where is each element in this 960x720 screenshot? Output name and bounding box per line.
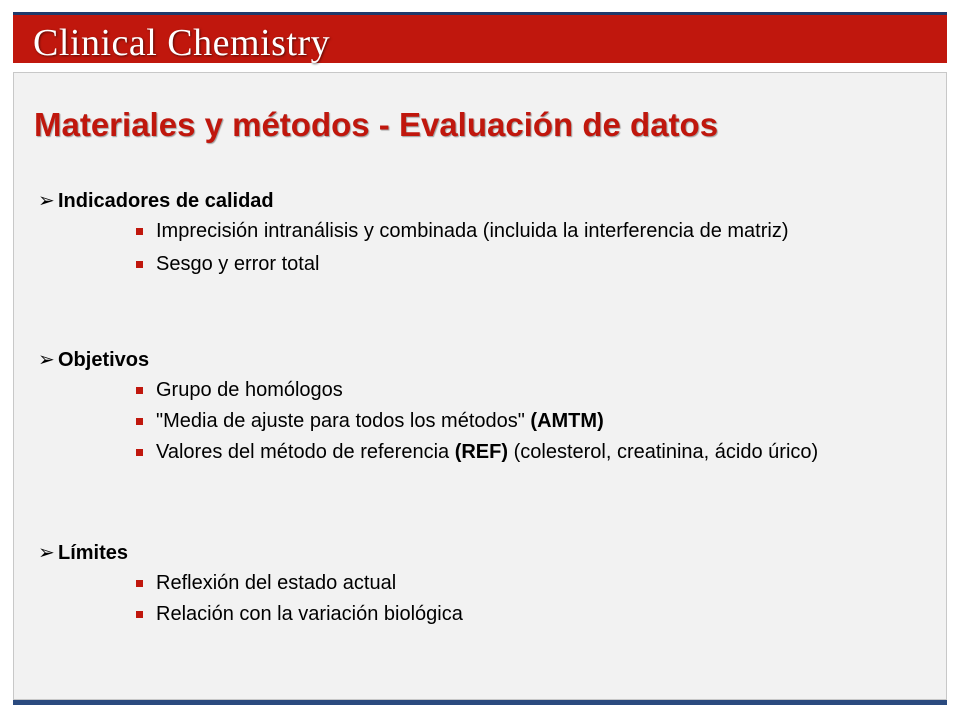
list-item <box>38 249 918 280</box>
square-bullet-icon <box>136 611 143 618</box>
section-indicadores <box>38 186 918 280</box>
bullet-list <box>38 375 918 468</box>
list-item-text-post: (colesterol, creatinina, ácido úrico) <box>508 441 819 463</box>
slide-title: Materiales y métodos - Evaluación de datos <box>34 106 719 143</box>
list-item-text: Imprecisión intranálisis y combinada (incluida la interferencia de matriz) <box>156 220 789 242</box>
list-item-text: Sesgo y error total <box>156 253 320 275</box>
list-item-text: Grupo de homólogos <box>156 379 343 401</box>
list-item-text-pre: Valores del método de referencia <box>156 441 455 463</box>
square-bullet-icon <box>136 387 143 394</box>
header-title: Clinical Chemistry <box>33 22 331 64</box>
arrow-bullet-icon: ➢ <box>38 349 55 371</box>
list-item-text-bold: (AMTM) <box>530 410 604 432</box>
section-label: Indicadores de calidad <box>58 189 274 212</box>
square-bullet-icon <box>136 418 143 425</box>
section-heading <box>38 186 918 216</box>
list-item <box>38 437 918 468</box>
section-label: Objetivos <box>58 348 150 371</box>
section-heading <box>38 538 918 568</box>
arrow-bullet-icon: ➢ <box>38 190 55 212</box>
list-item-text-bold: (REF) <box>454 441 509 463</box>
section-objetivos <box>38 345 918 468</box>
square-bullet-icon <box>136 449 143 456</box>
list-item <box>38 216 918 247</box>
square-bullet-icon <box>136 261 143 268</box>
list-item <box>38 375 918 406</box>
bullet-list <box>38 216 918 280</box>
arrow-bullet-icon: ➢ <box>38 542 55 564</box>
bullet-list <box>38 568 918 630</box>
section-label: Límites <box>58 541 129 564</box>
list-item <box>38 568 918 599</box>
bottom-rule <box>13 700 947 705</box>
section-limites <box>38 538 918 630</box>
header-band <box>13 15 947 63</box>
square-bullet-icon <box>136 580 143 587</box>
section-heading <box>38 345 918 375</box>
list-item <box>38 599 918 630</box>
square-bullet-icon <box>136 228 143 235</box>
list-item-text: Relación con la variación biológica <box>156 603 463 625</box>
list-item-text: Reflexión del estado actual <box>156 572 397 594</box>
list-item-text-pre: "Media de ajuste para todos los métodos" <box>156 410 531 432</box>
list-item <box>38 406 918 437</box>
